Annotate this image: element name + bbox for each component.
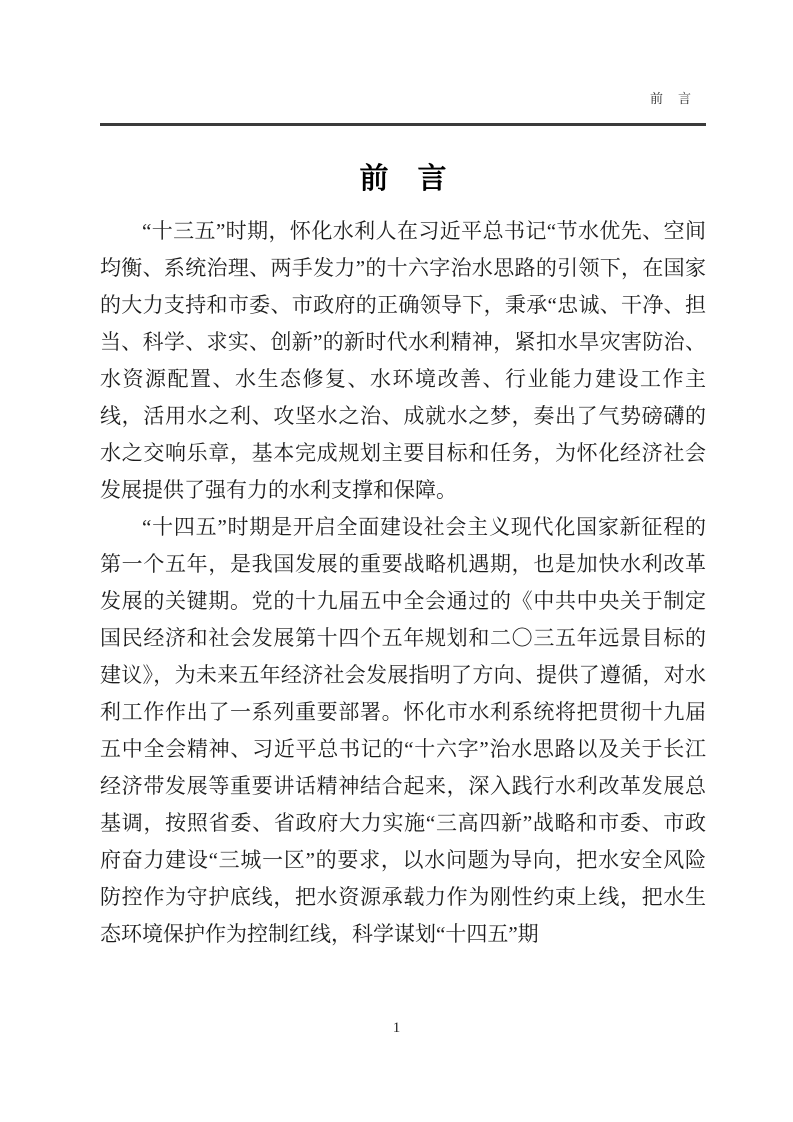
page-number: 1 <box>392 1020 401 1036</box>
body-text <box>100 213 706 953</box>
page-content <box>100 0 706 953</box>
running-header-text: 前 言 <box>649 91 692 106</box>
page-title: 前 言 <box>359 163 447 195</box>
running-header <box>100 88 706 105</box>
paragraph-1: “十三五”时期，怀化水利人在习近平总书记“节水优先、空间均衡、系统治理、两手发力”的十六字治水思路的引领下，在国家的大力支持和市委、市政府的正确领导下，秉承“忠诚、干净、担当、科学、求实、创新”的新时代水利精神，紧扣水旱灾害防治、水资源配置、水生态修复、水环境改善、行业能力建设工作主线，活用水之利、攻坚水之治、成就水之梦，奏出了气势磅礴的水之交响乐章，基本完成规划主要目标和任务，为怀化经济社会发展提供了强有力的水利支撑和保障。 <box>100 219 706 502</box>
paragraph-2: “十四五”时期是开启全面建设社会主义现代化国家新征程的第一个五年，是我国发展的重要战略机遇期，也是加快水利改革发展的关键期。党的十九届五中全会通过的《中共中央关于制定国民经济和社会发展第十四个五年规划和二〇三五年远景目标的建议》，为未来五年经济社会发展指明了方向、提供了遵循，对水利工作作出了一系列重要部署。怀化市水利系统将把贯彻十九届五中全会精神、习近平总书记的“十六字”治水思路以及关于长江经济带发展等重要讲话精神结合起来，深入践行水利改革发展总基调，按照省委、省政府大力实施“三高四新”战略和市委、市政府奋力建设“三城一区”的要求，以水问题为导向，把水安全风险防控作为守护底线，把水资源承载力作为刚性约束上线，把水生态环境保护作为控制红线，科学谋划“十四五”期 <box>100 515 706 946</box>
header-rule <box>100 123 706 126</box>
